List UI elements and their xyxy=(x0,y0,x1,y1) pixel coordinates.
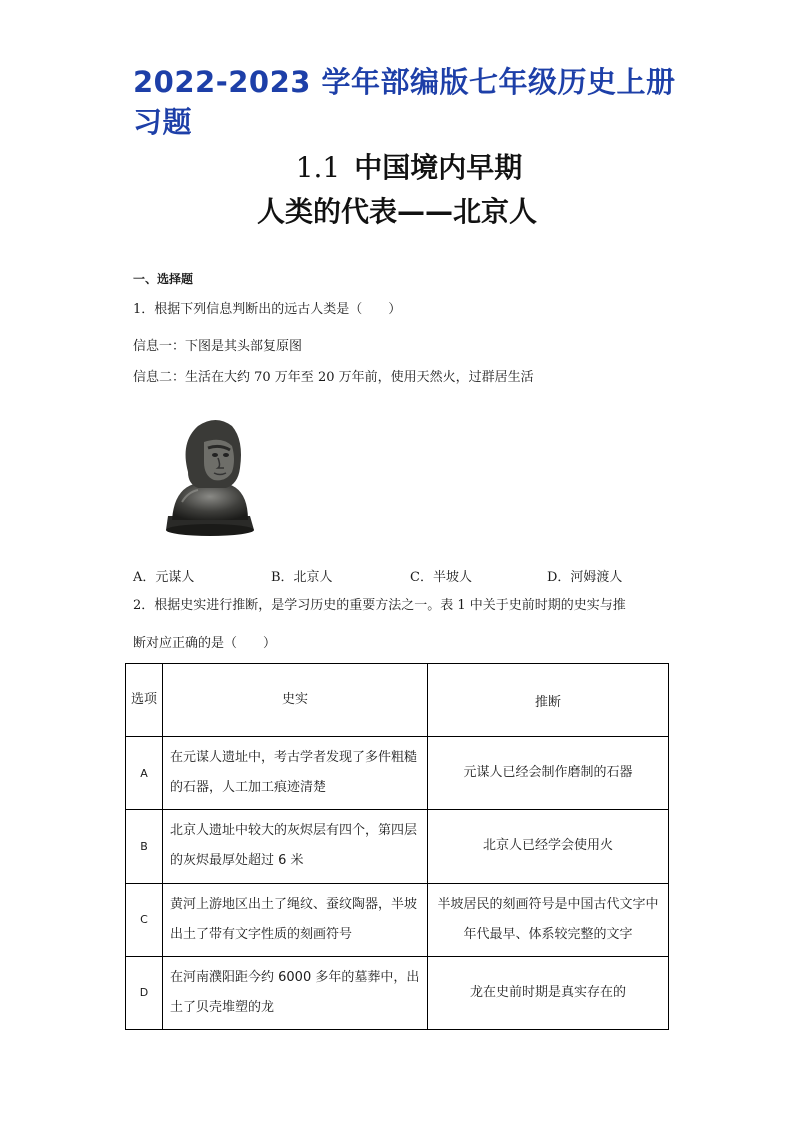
lesson-number: 1.1 xyxy=(295,151,341,184)
table-row xyxy=(126,956,669,1029)
header-fact: 史实 xyxy=(163,664,428,737)
row-option: C xyxy=(126,883,163,956)
row-inference: 半坡居民的刻画符号是中国古代文字中年代最早、体系较完整的文字 xyxy=(428,883,669,956)
header-inference: 推断 xyxy=(428,664,669,737)
lesson-title-line2: 人类的代表——北京人 xyxy=(256,195,537,228)
peking-man-bust-icon xyxy=(158,412,258,540)
lesson-title-line1 xyxy=(12,146,794,186)
row-option: B xyxy=(126,810,163,883)
row-option: D xyxy=(126,956,163,1029)
question-2-stem-line1: 2．根据史实进行推断，是学习历史的重要方法之一。表 1 中关于史前时期的史实与推 xyxy=(133,598,626,613)
table-row xyxy=(126,737,669,810)
history-table xyxy=(125,663,669,1030)
question-1-options xyxy=(133,566,693,586)
option-a[interactable]: A．元谋人 xyxy=(133,570,195,585)
option-c[interactable]: C．半坡人 xyxy=(410,570,472,585)
section-heading: 一、选择题 xyxy=(133,272,194,286)
row-fact: 在河南濮阳距今约 6000 多年的墓葬中，出土了贝壳堆塑的龙 xyxy=(163,956,428,1029)
row-inference: 元谋人已经会制作磨制的石器 xyxy=(428,737,669,810)
row-option: A xyxy=(126,737,163,810)
row-inference: 龙在史前时期是真实存在的 xyxy=(428,956,669,1029)
table-row xyxy=(126,810,669,883)
header-option: 选项 xyxy=(126,664,163,737)
option-b[interactable]: B．北京人 xyxy=(271,570,333,585)
table-header-row xyxy=(126,664,669,737)
row-inference: 北京人已经学会使用火 xyxy=(428,810,669,883)
row-fact: 黄河上游地区出土了绳纹、蚕纹陶器，半坡出土了带有文字性质的刻画符号 xyxy=(163,883,428,956)
table-row xyxy=(126,883,669,956)
row-fact: 在元谋人遗址中，考古学者发现了多件粗糙的石器，人工加工痕迹清楚 xyxy=(163,737,428,810)
question-2-stem-line2: 断对应正确的是（ ） xyxy=(133,636,277,651)
question-1-stem: 1．根据下列信息判断出的远古人类是（ ） xyxy=(133,302,402,317)
row-fact: 北京人遗址中较大的灰烬层有四个，第四层的灰烬最厚处超过 6 米 xyxy=(163,810,428,883)
question-1-info1: 信息一：下图是其头部复原图 xyxy=(133,339,303,354)
lesson-title-text1: 中国境内早期 xyxy=(354,151,523,184)
question-1-info2: 信息二：生活在大约 70 万年至 20 万年前，使用天然火，过群居生活 xyxy=(133,370,534,385)
option-d[interactable]: D．河姆渡人 xyxy=(547,570,623,585)
document-title: 2022-2023 学年部编版七年级历史上册习题 xyxy=(133,65,676,139)
